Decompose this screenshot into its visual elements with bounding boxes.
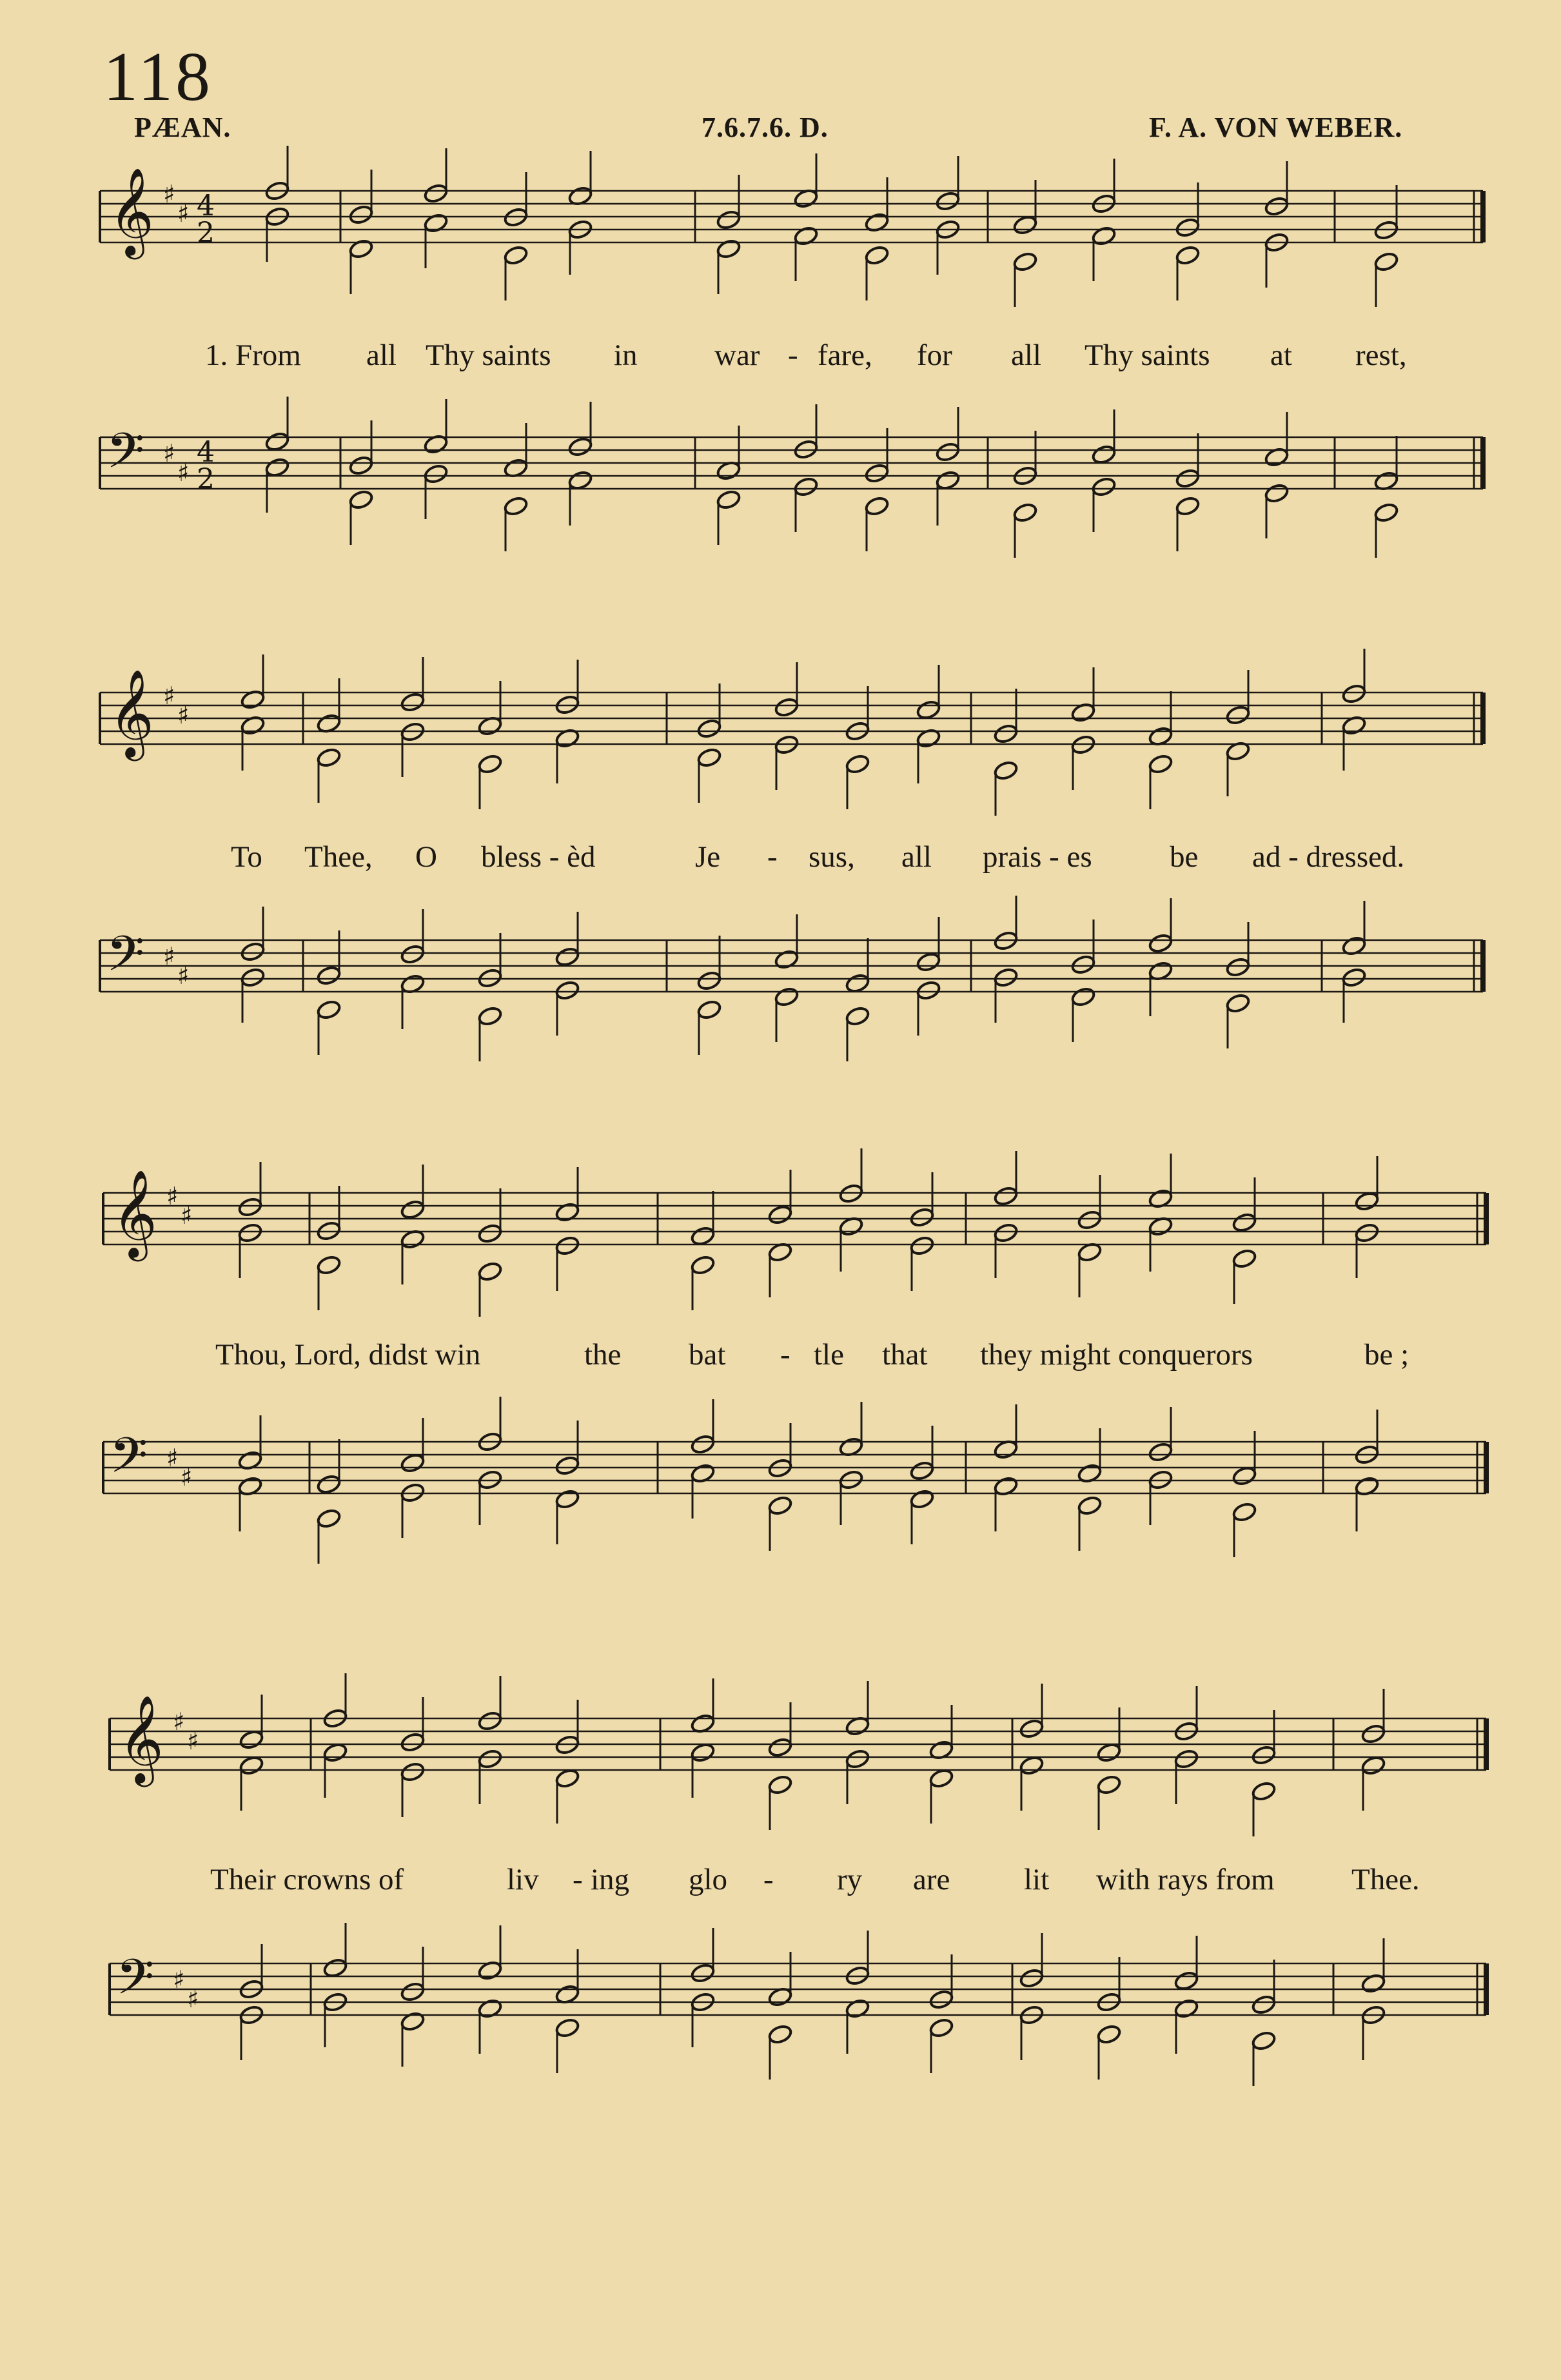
note-head <box>767 1204 793 1225</box>
lyric-syllable: - <box>573 1863 583 1896</box>
note-head <box>316 999 342 1020</box>
note-head <box>555 1488 580 1510</box>
note-head <box>774 986 800 1007</box>
note-head <box>555 1455 580 1476</box>
note-head <box>864 462 890 484</box>
note-head <box>909 1206 935 1228</box>
lyric-syllable: - <box>780 1338 790 1372</box>
note-head <box>423 182 449 204</box>
sharp-icon: ♯ <box>163 942 175 970</box>
note-head <box>1096 1742 1122 1763</box>
note-head <box>1096 2023 1122 2045</box>
note-head <box>264 457 290 478</box>
note-head <box>993 760 1019 781</box>
page-number: 118 <box>103 39 213 115</box>
note-head <box>1225 956 1251 978</box>
note-head <box>793 476 819 497</box>
treble-clef-icon: 𝄞 <box>119 1694 164 1783</box>
tune-name: PÆAN. <box>134 112 231 143</box>
note-head <box>348 455 374 476</box>
note-head <box>1251 1780 1277 1802</box>
note-head <box>845 1005 870 1027</box>
bass-clef-icon: 𝄢 <box>106 422 145 491</box>
note-head <box>767 2023 793 2045</box>
note-head <box>1232 1501 1257 1522</box>
note-head <box>237 1222 263 1243</box>
bass-clef-icon: 𝄢 <box>110 1427 148 1496</box>
note-head <box>316 747 342 768</box>
note-head <box>567 469 593 491</box>
bass-clef-icon: 𝄢 <box>106 925 145 994</box>
lyric-syllable: be <box>1170 840 1199 874</box>
note-head <box>845 1998 870 2019</box>
lyric-syllable: fare, <box>818 339 872 372</box>
sharp-icon: ♯ <box>163 682 175 710</box>
lyric-syllable: Je <box>695 840 721 874</box>
lyric-syllable: bat <box>689 1338 726 1372</box>
lyric-syllable: all <box>366 339 397 372</box>
lyric-syllable: - <box>767 840 778 874</box>
note-head <box>935 441 961 462</box>
note-head <box>348 238 374 259</box>
note-head <box>400 1761 426 1782</box>
note-head <box>845 972 870 994</box>
note-head <box>316 1508 342 1529</box>
note-head <box>928 1767 954 1789</box>
note-head <box>864 495 890 516</box>
note-head <box>1341 967 1367 988</box>
note-head <box>767 1495 793 1516</box>
lyric-syllable: all <box>1011 339 1041 372</box>
lyric-syllable: tle <box>814 1338 844 1372</box>
lyric-syllable: be ; <box>1364 1338 1409 1372</box>
note-head <box>690 1225 716 1246</box>
note-head <box>503 495 529 516</box>
note-head <box>322 1957 348 1978</box>
note-head <box>696 970 722 991</box>
note-head <box>1019 1755 1045 1776</box>
lyric-syllable: ry <box>837 1863 863 1896</box>
lyric-syllable: war <box>714 339 760 372</box>
note-head <box>696 747 722 768</box>
lyric-syllable: - <box>788 339 798 372</box>
lyric-syllable: liv <box>507 1863 539 1896</box>
note-head <box>400 1452 426 1473</box>
time-signature-top: 4 <box>197 436 215 469</box>
note-head <box>1175 467 1201 489</box>
note-head <box>348 489 374 510</box>
sharp-icon: ♯ <box>181 1201 193 1230</box>
note-head <box>555 979 580 1001</box>
lyric-syllable: lit <box>1024 1863 1050 1896</box>
lyric-syllable: all <box>901 840 932 874</box>
lyric-syllable: Their crowns of <box>210 1863 404 1896</box>
time-signature-bottom: 2 <box>197 463 215 496</box>
lyric-syllable: for <box>917 339 952 372</box>
note-head <box>864 244 890 266</box>
note-head <box>1232 1248 1257 1269</box>
note-head <box>993 967 1019 988</box>
note-head <box>1232 1465 1257 1486</box>
lyric-syllable: they might conquerors <box>980 1338 1253 1372</box>
note-head <box>477 1998 503 2019</box>
sharp-icon: ♯ <box>166 1182 179 1210</box>
lyric-syllable: - <box>763 1863 774 1896</box>
sharp-icon: ♯ <box>177 961 190 990</box>
note-head <box>1341 683 1367 704</box>
note-head <box>1091 476 1117 497</box>
lyric-syllable: ad - dressed. <box>1252 840 1405 874</box>
note-head <box>1264 482 1290 504</box>
note-head <box>1175 217 1201 238</box>
note-head <box>1012 251 1038 272</box>
time-signature-top: 4 <box>197 190 215 222</box>
note-head <box>916 979 941 1001</box>
treble-clef-icon: 𝄞 <box>112 1168 157 1257</box>
note-head <box>477 1005 503 1027</box>
note-head <box>400 691 426 713</box>
note-head <box>400 943 426 965</box>
note-head <box>237 1196 263 1217</box>
note-head <box>1354 1190 1380 1212</box>
note-head <box>240 967 266 988</box>
note-head <box>1232 1212 1257 1233</box>
lyric-syllable: bless - èd <box>481 840 596 874</box>
note-head <box>1019 1718 1045 1739</box>
note-head <box>1373 502 1399 523</box>
note-head <box>555 946 580 967</box>
note-head <box>240 941 266 962</box>
lyric-syllable: rest, <box>1355 339 1407 372</box>
note-head <box>1373 251 1399 272</box>
sharp-icon: ♯ <box>163 439 175 467</box>
note-head <box>1175 244 1201 266</box>
note-head <box>1012 502 1038 523</box>
note-head <box>423 463 449 484</box>
note-head <box>909 1488 935 1510</box>
note-head <box>690 1433 716 1455</box>
note-head <box>935 469 961 491</box>
note-head <box>477 753 503 774</box>
note-head <box>845 753 870 774</box>
note-head <box>1251 1994 1277 2015</box>
note-head <box>928 2017 954 2038</box>
note-head <box>1173 1748 1199 1769</box>
lyric-syllable: O <box>415 840 437 874</box>
composer: F. A. VON WEBER. <box>1149 112 1403 143</box>
note-head <box>845 1748 870 1769</box>
lyric-syllable: prais - es <box>983 840 1092 874</box>
sharp-icon: ♯ <box>163 180 175 208</box>
note-head <box>264 431 290 452</box>
note-head <box>774 696 800 718</box>
note-head <box>1148 1441 1173 1462</box>
note-head <box>555 1201 580 1223</box>
note-head <box>477 1748 503 1769</box>
note-head <box>1173 1970 1199 1991</box>
lyric-syllable: Thee. <box>1351 1863 1420 1896</box>
note-head <box>993 723 1019 744</box>
treble-clef-icon: 𝄞 <box>109 668 154 757</box>
note-head <box>1070 954 1096 975</box>
note-head <box>690 1254 716 1275</box>
note-head <box>239 1755 264 1776</box>
lyric-syllable: the <box>584 1338 622 1372</box>
note-head <box>1251 1744 1277 1765</box>
note-head <box>1175 495 1201 516</box>
lyric-syllable: with rays from <box>1096 1863 1275 1896</box>
note-head <box>239 1729 264 1750</box>
note-head <box>1077 1495 1103 1516</box>
note-head <box>400 1199 426 1220</box>
note-head <box>1019 1967 1045 1989</box>
note-head <box>1096 1774 1122 1795</box>
note-head <box>793 225 819 246</box>
note-head <box>690 1962 716 1983</box>
note-head <box>909 1460 935 1481</box>
lyric-syllable: in <box>614 339 638 372</box>
bass-clef-icon: 𝄢 <box>116 1949 155 2018</box>
note-head <box>477 1261 503 1282</box>
note-head <box>322 1742 348 1763</box>
note-head <box>993 1222 1019 1243</box>
note-head <box>1173 1998 1199 2019</box>
lyric-syllable: that <box>882 1338 928 1372</box>
note-head <box>1225 992 1251 1014</box>
note-head <box>716 238 741 259</box>
lyric-syllable: at <box>1270 339 1292 372</box>
note-head <box>774 949 800 970</box>
note-head <box>1077 1209 1103 1230</box>
sharp-icon: ♯ <box>177 458 190 487</box>
lyric-syllable: glo <box>689 1863 728 1896</box>
note-head <box>916 699 941 720</box>
note-head <box>767 1774 793 1795</box>
lyric-syllable: Thou, Lord, didst win <box>215 1338 481 1372</box>
lyric-syllable: ing <box>591 1863 630 1896</box>
note-head <box>316 1473 342 1495</box>
sharp-icon: ♯ <box>173 1965 185 1994</box>
lyric-syllable: To <box>231 840 262 874</box>
note-head <box>1148 753 1173 774</box>
sharp-icon: ♯ <box>177 199 190 228</box>
note-head <box>1354 1222 1380 1243</box>
lyric-syllable: Thy saints <box>1085 339 1210 372</box>
note-head <box>935 190 961 211</box>
time-signature-bottom: 2 <box>197 217 215 250</box>
note-head <box>567 436 593 457</box>
lyric-syllable: Thy saints <box>426 339 551 372</box>
meter: 7.6.7.6. D. <box>702 112 829 143</box>
note-head <box>1360 1755 1386 1776</box>
lyric-syllable: sus, <box>809 840 855 874</box>
note-head <box>716 209 741 230</box>
note-head <box>555 1235 580 1256</box>
sharp-icon: ♯ <box>173 1707 185 1736</box>
sharp-icon: ♯ <box>177 701 190 729</box>
note-head <box>1251 2030 1277 2051</box>
lyric-syllable: are <box>913 1863 950 1896</box>
note-head <box>690 1742 716 1763</box>
note-head <box>1360 1723 1386 1744</box>
note-head <box>477 1223 503 1244</box>
note-head <box>1091 225 1117 246</box>
note-head <box>477 1710 503 1731</box>
note-head <box>1070 986 1096 1007</box>
note-head <box>316 1254 342 1275</box>
sharp-icon: ♯ <box>166 1444 179 1472</box>
lyric-syllable: Thee, <box>304 840 373 874</box>
note-head <box>1148 932 1173 954</box>
note-head <box>767 1736 793 1758</box>
note-head <box>1091 444 1117 465</box>
sharp-icon: ♯ <box>187 1727 199 1755</box>
lyric-syllable: 1. From <box>205 339 301 372</box>
note-head <box>400 2011 426 2032</box>
note-head <box>716 489 741 510</box>
note-head <box>928 1989 954 2010</box>
sharp-icon: ♯ <box>181 1463 193 1491</box>
note-head <box>909 1235 935 1256</box>
note-head <box>1264 195 1290 217</box>
treble-clef-icon: 𝄞 <box>109 166 154 255</box>
note-head <box>916 951 941 972</box>
note-head <box>696 718 722 739</box>
note-head <box>993 1185 1019 1206</box>
note-head <box>400 1731 426 1753</box>
note-head <box>555 2017 580 2038</box>
note-head <box>400 1981 426 2002</box>
note-head <box>555 1767 580 1789</box>
note-head <box>1012 214 1038 235</box>
note-head <box>316 965 342 986</box>
note-head <box>423 212 449 233</box>
note-head <box>348 204 374 225</box>
note-head <box>696 999 722 1020</box>
note-head <box>1225 704 1251 725</box>
note-head <box>503 244 529 266</box>
sharp-icon: ♯ <box>187 1985 199 2013</box>
